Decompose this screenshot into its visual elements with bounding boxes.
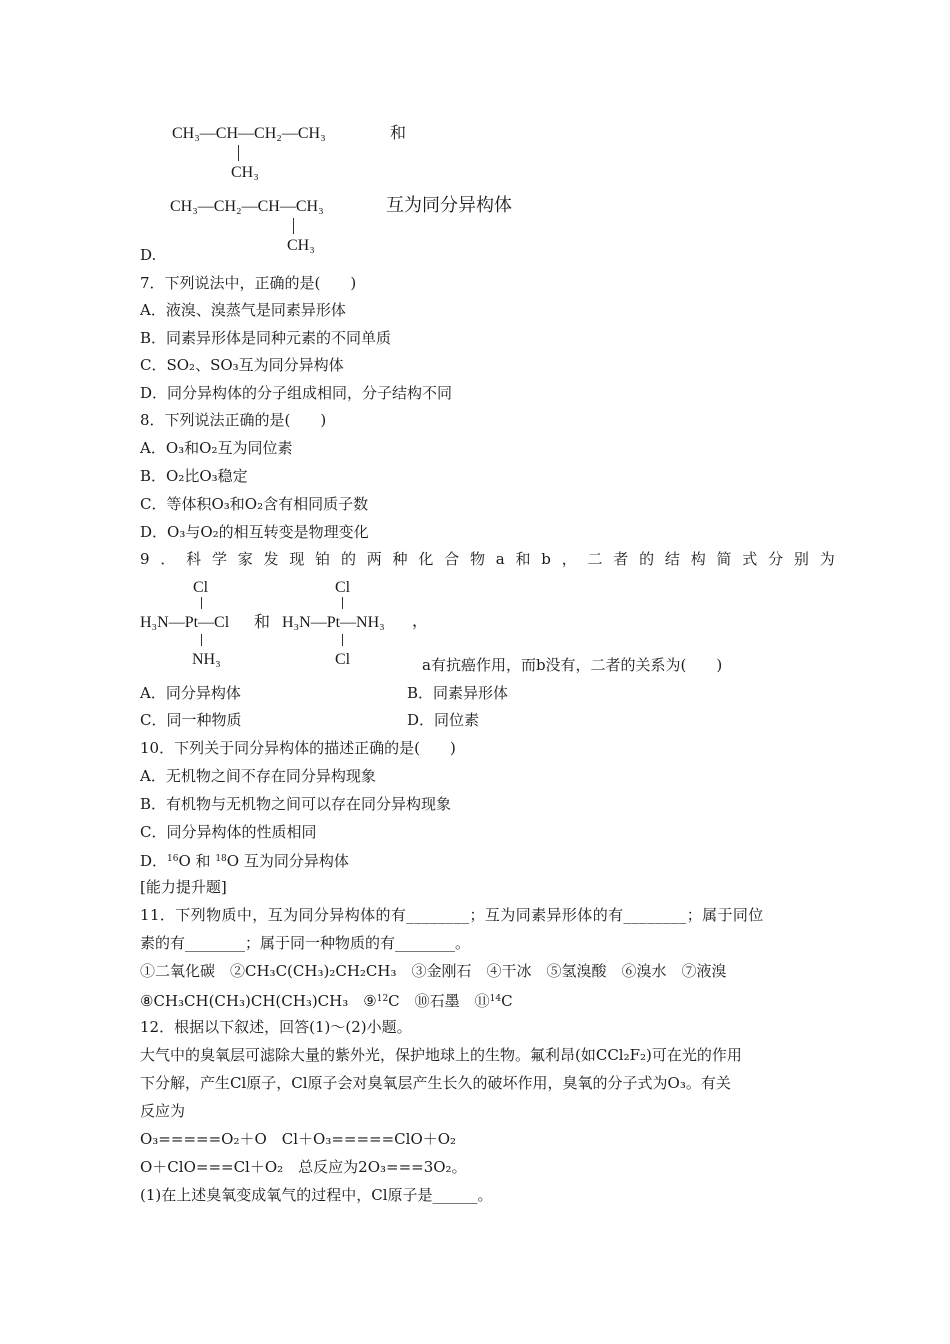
q10-option-c: C．同分异构体的性质相同 [140,823,317,841]
q7-option-b: B．同素异形体是同种元素的不同单质 [140,329,392,347]
section-heading: [能力提升题] [140,878,227,896]
option-d-label: D. [140,246,157,264]
q10-stem: 10．下列关于同分异构体的描述正确的是( ) [140,739,456,757]
struct-b-bond-top [342,597,343,609]
formula-2-text: 互为同分异构体 [386,195,512,215]
q7-option-a: A．液溴、溴蒸气是同素异形体 [140,301,346,319]
formula-1-bond [238,145,239,161]
struct-b-mid: H₃N—Pt—NH₃ [282,614,385,631]
q9-tail: a有抗癌作用，而b没有，二者的关系为( ) [422,656,723,674]
struct-a-top: Cl [193,579,209,596]
q12-stem: 12．根据以下叙述，回答(1)～(2)小题。 [140,1018,412,1036]
formula-2-branch: CH₃ [287,237,315,254]
q8-option-c: C．等体积O₃和O₂含有相同质子数 [140,495,369,513]
q7-option-c: C．SO₂、SO₃互为同分异构体 [140,356,344,374]
q8-stem: 8．下列说法正确的是( ) [140,411,327,429]
formula-1-and: 和 [390,125,407,142]
q8-option-b: B．O₂比O₃稳定 [140,467,248,485]
q9-option-d: D．同位素 [407,711,480,729]
q9-comma: ， [412,613,429,630]
struct-a-bond-bottom [201,634,202,646]
formula-2-bond [293,218,294,234]
q9-and: 和 [254,614,271,631]
q12-subquestion-1: (1)在上述臭氧变成氧气的过程中，Cl原子是______。 [140,1186,493,1204]
q12-reaction-1: O₃=====O₂＋O Cl＋O₃=====ClO＋O₂ [140,1130,457,1148]
q9-stem: 9．科学家发现铂的两种化合物a和b，二者的结构简式分别为 [140,550,846,568]
q7-stem: 7．下列说法中，正确的是( ) [140,274,357,292]
formula-1-main: CH₃—CH—CH₂—CH₃ [172,125,326,142]
q8-option-a: A．O₃和O₂互为同位素 [140,439,293,457]
formula-2-main: CH₃—CH₂—CH—CH₃ [170,198,324,215]
struct-a-bond-top [201,597,202,609]
q11-items-1: ①二氧化碳 ②CH₃C(CH₃)₂CH₂CH₃ ③金刚石 ④干冰 ⑤氢溴酸 ⑥溴水 ⑦液溴 [140,962,727,980]
struct-b-top: Cl [335,579,351,596]
struct-b-bottom: Cl [335,651,351,668]
struct-a-mid: H₃N—Pt—Cl [140,614,230,631]
q9-option-a: A．同分异构体 [140,684,241,702]
q11-items-2: ⑧CH₃CH(CH₃)CH(CH₃)CH₃ ⑨$^{12}$C ⑩石墨 ⑪$^{14}$C [140,992,513,1010]
q9-option-c: C．同一种物质 [140,711,242,729]
struct-b-bond-bottom [342,634,343,646]
q11-line1: 11．下列物质中，互为同分异构体的有________；互为同素异形体的有________；属于同位 [140,906,764,924]
q10-option-a: A．无机物之间不存在同分异构现象 [140,767,376,785]
q11-line2: 素的有________；属于同一种物质的有________。 [140,934,471,952]
q10-option-b: B．有机物与无机物之间可以存在同分异构现象 [140,795,452,813]
q12-paragraph-3: 反应为 [140,1102,186,1120]
q7-option-d: D．同分异构体的分子组成相同，分子结构不同 [140,384,453,402]
q12-paragraph-2: 下分解，产生Cl原子，Cl原子会对臭氧层产生长久的破坏作用，臭氧的分子式为O₃。有关 [140,1074,731,1092]
q12-reaction-2: O＋ClO===Cl＋O₂ 总反应为2O₃===3O₂。 [140,1158,467,1176]
q12-paragraph-1: 大气中的臭氧层可滤除大量的紫外光，保护地球上的生物。氟利昂(如CCl₂F₂)可在光的作用 [140,1046,742,1064]
q10-option-d: D．$^{16}$O 和 $^{18}$O 互为同分异构体 [140,852,349,870]
formula-1-branch: CH₃ [231,164,259,181]
q9-option-b: B．同素异形体 [407,684,509,702]
struct-a-bottom: NH₃ [192,651,221,668]
q8-option-d: D．O₃与O₂的相互转变是物理变化 [140,523,369,541]
